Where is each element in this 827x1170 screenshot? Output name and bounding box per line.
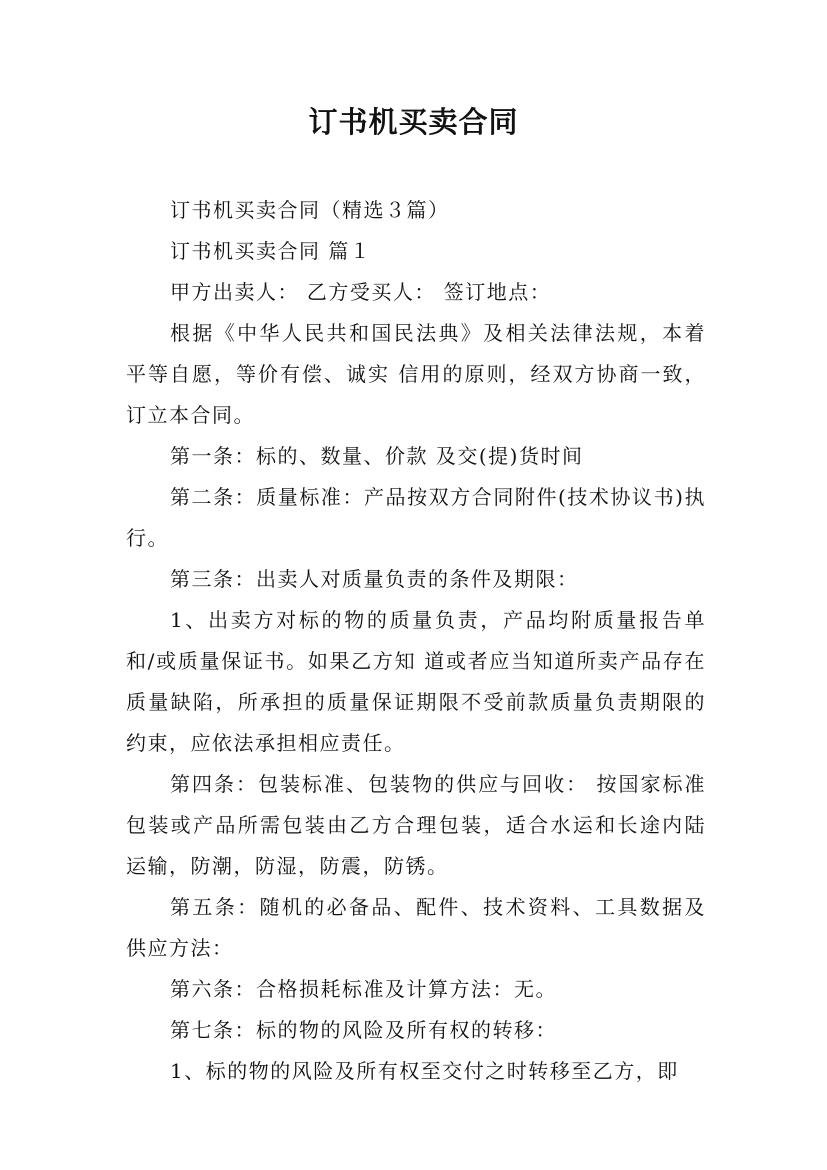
paragraph-article-3-item-1: 1、出卖方对标的物的质量负责，产品均附质量报告单和/或质量保证书。如果乙方知 道或者应当知道所卖产品存在质量缺陷，所承担的质量保证期限不受前款质量负责期限的约束，应依法承担相应责任。 [126, 608, 706, 755]
paragraph-article-7-item-1: 1、标的物的风险及所有权至交付之时转移至乙方，即 [170, 1059, 679, 1083]
document-title: 订书机买卖合同 [308, 105, 519, 139]
paragraph-article-2: 第二条：质量标准：产品按双方合同附件(技术协议书)执行。 [126, 485, 706, 550]
document-body [126, 190, 706, 1092]
paragraph-preamble: 根据《中华人民共和国民法典》及相关法律法规，本着平等自愿，等价有偿、诚实 信用的原则，经双方协商一致，订立本合同。 [126, 321, 706, 427]
paragraph-article-5: 第五条：随机的必备品、配件、技术资料、工具数据及供应方法： [126, 895, 706, 960]
paragraph-subtitle: 订书机买卖合同（精选３篇） [170, 198, 450, 222]
paragraph-article-1: 第一条：标的、数量、价款 及交(提)货时间 [170, 444, 584, 468]
paragraph-section-heading: 订书机买卖合同 篇１ [170, 239, 372, 263]
paragraph-article-3: 第三条：出卖人对质量负责的条件及期限： [170, 567, 579, 591]
paragraph-parties: 甲方出卖人： 乙方受买人： 签订地点： [170, 280, 552, 304]
paragraph-article-6: 第六条：合格损耗标准及计算方法：无。 [170, 977, 557, 1001]
paragraph-article-4: 第四条：包装标准、包装物的供应与回收： 按国家标准包装或产品所需包装由乙方合理包装，适合水运和长途内陆运输，防潮，防湿，防震，防锈。 [126, 772, 706, 878]
paragraph-article-7: 第七条：标的物的风险及所有权的转移： [170, 1018, 557, 1042]
